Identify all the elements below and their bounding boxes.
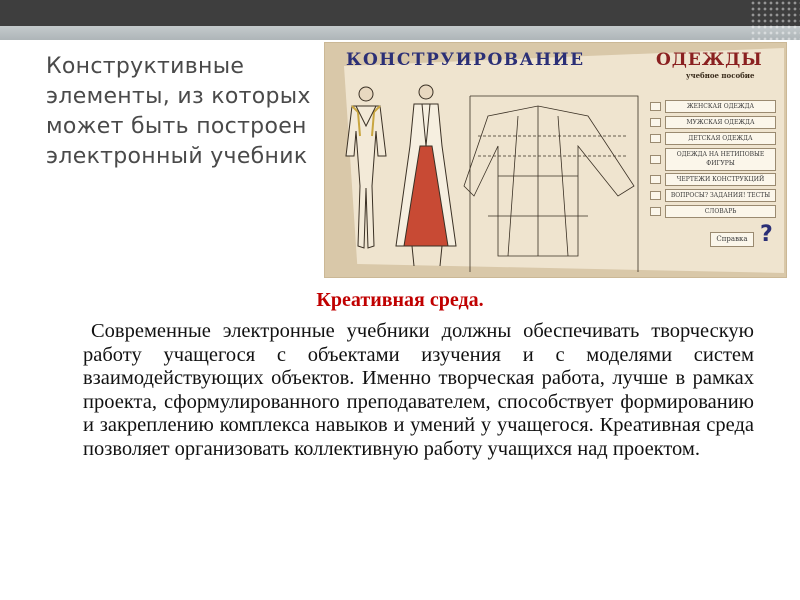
- help-button[interactable]: Справка: [710, 232, 754, 247]
- menu-checkbox: [650, 134, 661, 143]
- corner-decoration: [750, 0, 800, 40]
- menu-checkbox: [650, 102, 661, 111]
- menu-item-womens[interactable]: [650, 100, 776, 113]
- menu-checkbox: [650, 175, 661, 184]
- body-paragraph: Современные электронные учебники должны обеспечивать творческую работу учащегося с объектами изучения и с моделями систем взаимодействующих объектов. Именно творческая работа, лучше в рамках проекта, сформулированного преподавателем, способствует формированию и закреплению комплекса навыков и умений у учащегося. Креативная среда позволяет организовать коллективную работу учащихся над проектом.: [83, 320, 754, 460]
- menu-checkbox: [650, 207, 661, 216]
- menu-item-label: ДЕТСКАЯ ОДЕЖДА: [665, 132, 776, 145]
- woman-figure: [396, 85, 456, 266]
- menu-item-nonstandard[interactable]: [650, 148, 776, 170]
- section-heading: Креативная среда.: [316, 289, 484, 311]
- menu-item-drawings[interactable]: [650, 173, 776, 186]
- textbook-menu: [650, 100, 776, 221]
- menu-item-mens[interactable]: [650, 116, 776, 129]
- menu-item-label: ЧЕРТЕЖИ КОНСТРУКЦИЙ: [665, 173, 776, 186]
- question-icon[interactable]: ?: [760, 222, 773, 247]
- menu-item-childrens[interactable]: [650, 132, 776, 145]
- top-bar: [0, 0, 800, 26]
- textbook-title-part1: КОНСТРУИРОВАНИЕ: [346, 50, 585, 70]
- fashion-illustration: [338, 76, 648, 272]
- textbook-title-part2: ОДЕЖДЫ: [656, 50, 763, 70]
- textbook-subtitle: учебное пособие: [686, 71, 755, 80]
- top-stripe: [0, 26, 800, 40]
- menu-item-quiz[interactable]: [650, 189, 776, 202]
- menu-item-label: СЛОВАРЬ: [665, 205, 776, 218]
- slide-title: Конструктивные элементы, из которых может быть построен электронный учебник: [46, 54, 311, 169]
- textbook-screenshot: [324, 42, 787, 278]
- menu-item-dictionary[interactable]: [650, 205, 776, 218]
- menu-checkbox: [650, 155, 661, 164]
- man-figure: [346, 87, 386, 248]
- menu-item-label: ОДЕЖДА НА НЕТИПОВЫЕ ФИГУРЫ: [665, 148, 776, 171]
- menu-item-label: ВОПРОСЫ? ЗАДАНИЯ! ТЕСТЫ: [665, 189, 776, 202]
- menu-checkbox: [650, 118, 661, 127]
- menu-checkbox: [650, 191, 661, 200]
- menu-item-label: МУЖСКАЯ ОДЕЖДА: [665, 116, 776, 129]
- menu-item-label: ЖЕНСКАЯ ОДЕЖДА: [665, 100, 776, 113]
- pattern-drawing: [464, 96, 638, 272]
